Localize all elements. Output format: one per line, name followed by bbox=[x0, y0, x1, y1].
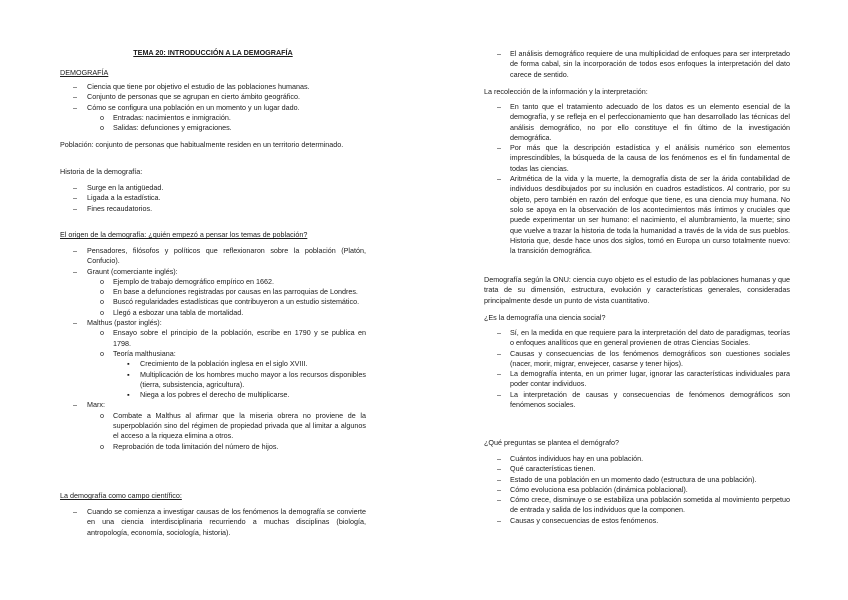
list-item: – Cuántos individuos hay en una población. bbox=[484, 454, 790, 464]
left-column bbox=[60, 0, 366, 600]
preguntas-heading: ¿Qué preguntas se plantea el demógrafo? bbox=[484, 438, 620, 447]
list-subitem: o Reprobación de toda limitación del número de hijos. bbox=[60, 442, 366, 452]
list-item-graunt: – Graunt (comerciante inglés): bbox=[60, 267, 366, 277]
list-item: – Por más que la descripción estadística y el análisis numérico son elementos imprescindibles, la búsqueda de la causa de los fenómenos es el fin fundamental de todas las ciencias. bbox=[484, 143, 790, 174]
origen-list bbox=[60, 246, 366, 452]
onu-definition: Demografía según la ONU: ciencia cuyo objeto es el estudio de las poblaciones humanas y que trata de su dimensión, estructura, evolución y características generales, consideradas principalmente desde un punto de vista cuantitativo. bbox=[484, 275, 790, 305]
list-item: – Cómo evoluciona esa población (dinámica poblacional). bbox=[484, 485, 790, 495]
list-item: – En tanto que el tratamiento adecuado de los datos es un elemento esencial de la demografía, y se refleja en el perfeccionamiento que han desarrollado las técnicas del análisis demográfico, no por ello constituye el fin último de la investigación demográfica. bbox=[484, 102, 790, 143]
list-item: – Surge en la antigüedad. bbox=[60, 183, 366, 193]
analisis-list bbox=[484, 49, 790, 80]
campo-list bbox=[60, 507, 366, 538]
list-item: – Ligada a la estadística. bbox=[60, 193, 366, 203]
recoleccion-list bbox=[484, 102, 790, 256]
list-subitem: o Ejemplo de trabajo demográfico empírico en 1662. bbox=[60, 277, 366, 287]
social-heading: ¿Es la demografía una ciencia social? bbox=[484, 313, 606, 322]
list-subitem: o Entradas: nacimientos e inmigración. bbox=[60, 113, 366, 123]
list-subitem: o Combate a Malthus al afirmar que la miseria obrera no proviene de la superpoblación sino del régimen de propiedad privada que al limitar a algunos el acceso a la riqueza elimina a otros. bbox=[60, 411, 366, 442]
list-subitem: o En base a defunciones registradas por causas en las parroquias de Londres. bbox=[60, 287, 366, 297]
demografia-list bbox=[60, 82, 366, 133]
list-item: – Aritmética de la vida y la muerte, la demografía dista de ser la árida contabilidad de individuos desdibujados por su inclusión en cuadros estadísticos. Al contrario, por su objeto, pero también en razón del enfoque que tiene, es una ciencia muy humana. No solo se apoya en la observación de los acontecimientos más íntimos y cruciales que puede experimentar un ser humano: el nacimiento, el alumbramiento, la muerte; sino que vuelve a trazar la historia de toda la humanidad a través de la vida de sus pueblos. Historia que, desde hace unos dos siglos, tomó en Europa un curso totalmente nuevo: la transición demográfica. bbox=[484, 174, 790, 256]
section-heading-demografia: DEMOGRAFÍA bbox=[60, 68, 109, 77]
list-item: – Estado de una población en un momento dado (estructura de una población). bbox=[484, 475, 790, 485]
right-column bbox=[484, 0, 790, 600]
list-item: – Ciencia que tiene por objetivo el estudio de las poblaciones humanas. bbox=[60, 82, 366, 92]
preguntas-list bbox=[484, 454, 790, 526]
list-item-malthus: – Malthus (pastor inglés): bbox=[60, 318, 366, 328]
list-item-pensadores: – Pensadores, filósofos y políticos que reflexionaron sobre la población (Platón, Confucio). bbox=[60, 246, 366, 267]
section-heading-origen: El origen de la demografía: ¿quién empezó a pensar los temas de población? bbox=[60, 230, 308, 239]
list-item-marx: – Marx: bbox=[60, 400, 366, 410]
list-subitem: o Ensayo sobre el principio de la población, escribe en 1790 y se publica en 1798. bbox=[60, 328, 366, 349]
list-item: – La interpretación de causas y consecuencias de fenómenos demográficos son fenómenos sociales. bbox=[484, 390, 790, 411]
poblacion-definition: Población: conjunto de personas que habitualmente residen en un territorio determinado. bbox=[60, 140, 344, 149]
list-item: – Fines recaudatorios. bbox=[60, 204, 366, 214]
list-item: – Cómo se configura una población en un momento y un lugar dado. bbox=[60, 103, 366, 113]
list-item: – Causas y consecuencias de los fenómenos demográficos son cuestiones sociales (nacer, morir, migrar, envejecer, casarse y tener hijos). bbox=[484, 349, 790, 370]
list-subitem: o Llegó a esbozar una tabla de mortalidad. bbox=[60, 308, 366, 318]
list-subsubitem: ▪ Crecimiento de la población inglesa en el siglo XVIII. bbox=[60, 359, 366, 369]
social-list bbox=[484, 328, 790, 410]
list-item: – Sí, en la medida en que requiere para la interpretación del dato de paradigmas, teorías o enfoques analíticos que en general provienen de otras Ciencias Sociales. bbox=[484, 328, 790, 349]
list-subitem: o Salidas: defunciones y emigraciones. bbox=[60, 123, 366, 133]
historia-list bbox=[60, 183, 366, 214]
section-heading-campo: La demografía como campo científico: bbox=[60, 491, 182, 500]
list-subitem: o Buscó regularidades estadísticas que contribuyeron a un estudio sistemático. bbox=[60, 297, 366, 307]
list-subitem: o Teoría malthusiana: bbox=[60, 349, 366, 359]
list-item: – Cuando se comienza a investigar causas de los fenómenos la demografía se convierte en una ciencia interdisciplinaria recurriendo a muchas disciplinas (biología, antropología, economía, sociología, historia). bbox=[60, 507, 366, 538]
document-title: TEMA 20: INTRODUCCIÓN A LA DEMOGRAFÍA bbox=[133, 48, 293, 57]
list-item: – Causas y consecuencias de estos fenómenos. bbox=[484, 516, 790, 526]
historia-heading: Historia de la demografía: bbox=[60, 167, 143, 176]
list-item: – Conjunto de personas que se agrupan en cierto ámbito geográfico. bbox=[60, 92, 366, 102]
list-item: – Qué características tienen. bbox=[484, 464, 790, 474]
list-subsubitem: ▪ Multiplicación de los hombres mucho mayor a los recursos disponibles (tierra, subsistencia, agricultura). bbox=[60, 370, 366, 391]
recoleccion-heading: La recolección de la información y la interpretación: bbox=[484, 87, 648, 96]
list-subsubitem: ▪ Niega a los pobres el derecho de multiplicarse. bbox=[60, 390, 366, 400]
list-item: – Cómo crece, disminuye o se estabiliza una población sometida al movimiento perpetuo de entrada y salida de los individuos que la componen. bbox=[484, 495, 790, 516]
list-item: – La demografía intenta, en un primer lugar, ignorar las características individuales para poder contar individuos. bbox=[484, 369, 790, 390]
list-item: – El análisis demográfico requiere de una multiplicidad de enfoques para ser interpretado de forma cabal, sin la incorporación de todos esos enfoques la interpretación del dato carece de sentido. bbox=[484, 49, 790, 80]
